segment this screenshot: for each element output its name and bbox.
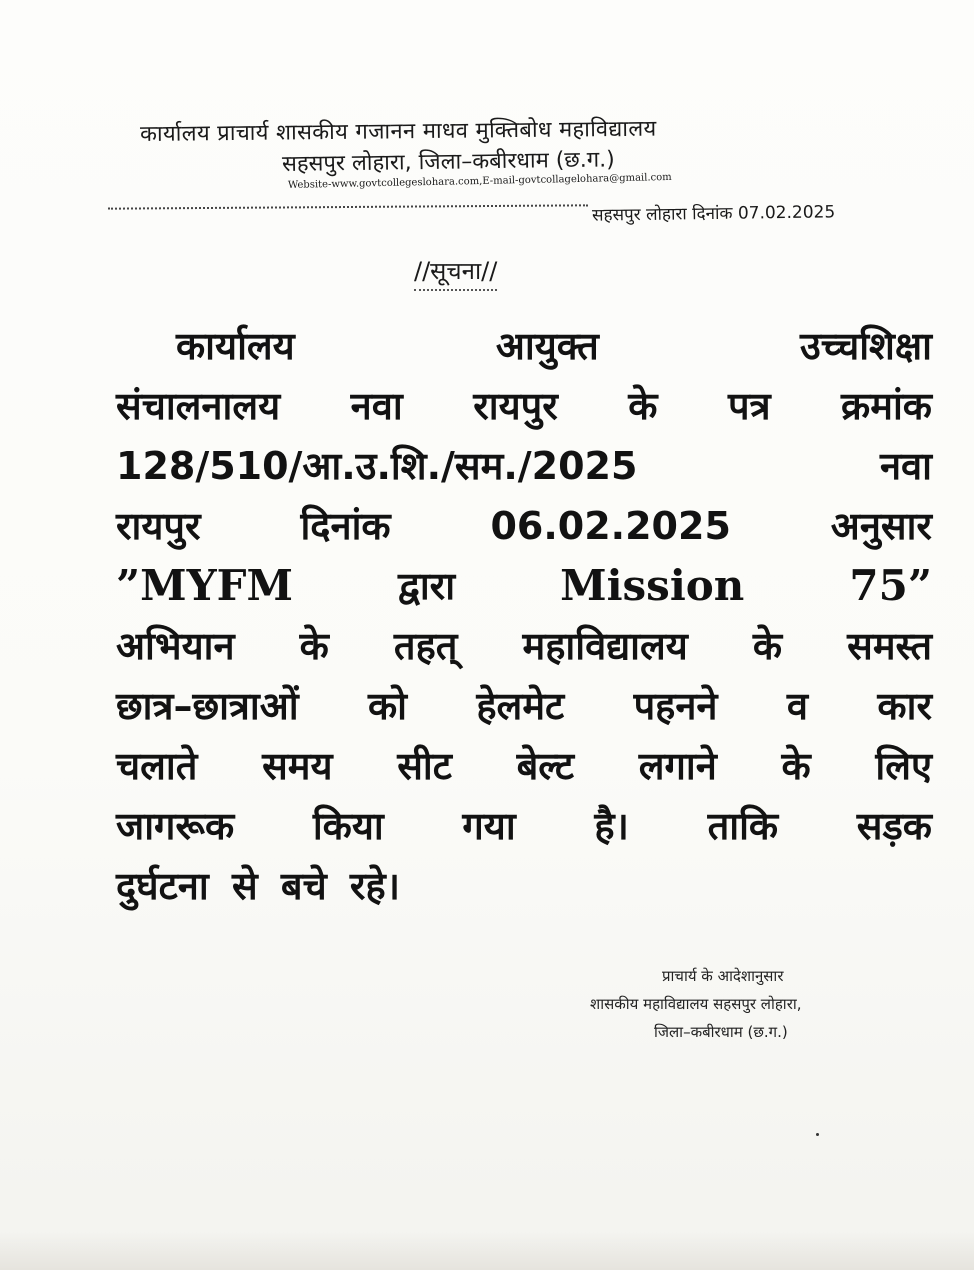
body-word: लिए: [875, 744, 932, 788]
body-word: नवा: [350, 384, 403, 428]
letter-reference-number: 128/510/आ.उ.शि./सम./2025: [116, 444, 638, 488]
body-word: किया: [312, 804, 384, 848]
body-line-3: [116, 436, 932, 496]
body-word: लगाने: [638, 744, 717, 788]
letterhead-contact: Website-www.govtcollegeslohara.com,E-mail-govtcollagelohara@gmail.com: [287, 171, 672, 191]
body-word: बेल्ट: [516, 744, 575, 788]
body-word: नवा: [879, 444, 932, 488]
body-word: है।: [594, 804, 629, 848]
campaign-name: Mission: [560, 561, 745, 610]
body-word: सीट: [397, 744, 452, 788]
body-word: समय: [262, 744, 333, 788]
body-word: समस्त: [847, 624, 932, 668]
body-word: दिनांक: [300, 504, 391, 548]
body-last-line: दुर्घटना से बचे रहे।: [116, 864, 401, 908]
body-word: छात्र–छात्राओं: [116, 684, 299, 728]
signature-order-line: प्राचार्य के आदेशानुसार: [662, 967, 784, 985]
body-word: रायपुर: [473, 384, 558, 428]
referenced-letter-date: 06.02.2025: [490, 504, 731, 548]
letter-date: सहसपुर लोहारा दिनांक 07.02.2025: [591, 202, 836, 226]
body-word: महाविद्यालय: [522, 624, 688, 668]
body-word: गया: [462, 804, 516, 848]
body-word: ताकि: [707, 804, 779, 848]
body-word: के: [752, 624, 783, 668]
body-word: के: [781, 744, 811, 788]
body-word: उच्चशिक्षा: [799, 324, 932, 368]
body-line-8: [116, 736, 932, 796]
body-line-10: [116, 856, 932, 916]
signature-district: जिला–कबीरधाम (छ.ग.): [654, 1023, 788, 1041]
body-word: द्वारा: [397, 564, 456, 608]
campaign-org: ”MYFM: [116, 561, 293, 610]
body-word: कार: [877, 684, 932, 728]
body-word: पहनने: [633, 684, 718, 728]
body-word: संचालनालय: [116, 384, 281, 428]
campaign-number: 75”: [849, 561, 932, 610]
body-word: के: [299, 624, 329, 668]
body-word: आयुक्त: [495, 324, 599, 368]
body-line-6: [116, 616, 932, 676]
body-word: पत्र: [727, 384, 771, 428]
body-line-7: [116, 676, 932, 736]
notice-body: [116, 316, 932, 916]
body-word: हेलमेट: [476, 684, 565, 728]
paper-bottom-edge: [0, 1232, 974, 1270]
signature-block: [584, 962, 934, 1046]
body-word: तहत्: [393, 624, 458, 668]
body-line-4: [116, 496, 932, 556]
body-word: व: [786, 684, 809, 728]
body-word: जागरूक: [116, 804, 235, 848]
body-word: को: [367, 684, 407, 728]
body-word: अनुसार: [830, 504, 932, 548]
body-word: क्रमांक: [841, 384, 932, 428]
body-line-1: [116, 316, 932, 376]
body-line-5: [116, 556, 932, 616]
body-word: अभियान: [116, 624, 235, 668]
notice-title: //सूचना//: [414, 254, 497, 291]
body-line-9: [116, 796, 932, 856]
body-word: के: [628, 384, 658, 428]
body-word: सड़क: [856, 804, 932, 848]
signature-institution: शासकीय महाविद्यालय सहसपुर लोहारा,: [590, 995, 802, 1013]
letterhead-address: सहसपुर लोहारा, जिला–कबीरधाम (छ.ग.): [281, 147, 615, 177]
body-word: कार्यालय: [176, 324, 295, 368]
paper-speck: [816, 1133, 819, 1136]
body-word: चलाते: [116, 744, 198, 788]
letterhead-office-name: कार्यालय प्राचार्य शासकीय गजानन माधव मुक्तिबोध महाविद्यालय: [139, 116, 657, 147]
body-line-2: [116, 376, 932, 436]
body-word: रायपुर: [116, 504, 201, 548]
